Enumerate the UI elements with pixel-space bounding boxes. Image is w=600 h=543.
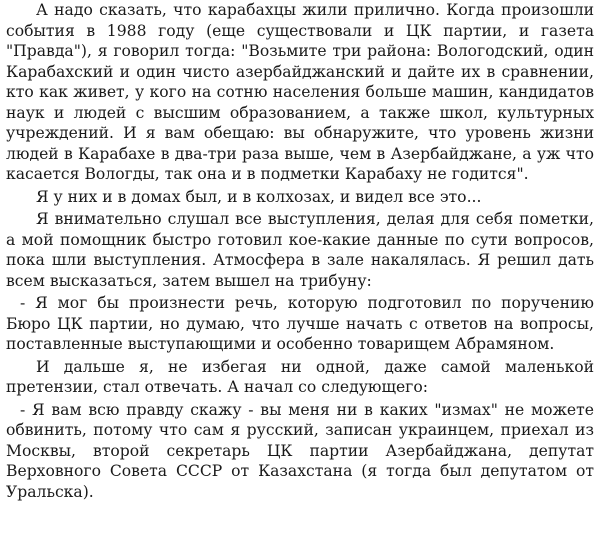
paragraph-karabakh-living-standard: А надо сказать, что карабахцы жили прилично. Когда произошли события в 1988 году (еще существовали и ЦК партии, и газета "Правда"), я говорил тогда: "Возьмите три района: Вологодский, один Карабахский и один чисто азербайджанский и дайте их в сравнении, кто как живет, у кого на сотню населения больше машин, кандидатов наук и людей с высшим образованием, а также школ, культурных учреждений. И я вам обещаю: вы обнаружите, что уровень жизни людей в Карабахе в два-три раза выше, чем в Азербайджане, а уж что касается Вологды, так она и в подметки Карабаху не годится".	[6, 1, 594, 183]
paragraph-listening-speeches: Я внимательно слушал все выступления, делая для себя пометки, а мой помощник быстро готовил кое-какие данные по сути вопросов, пока шли выступления. Атмосфера в зале накалялась. Я решил дать всем высказаться, затем вышел на трибуну:	[6, 210, 594, 290]
paragraph-began-answering: И дальше я, не избегая ни одной, даже самой маленькой претензии, стал отвечать. А начал со следующего:	[6, 357, 594, 396]
paragraph-speech-opening: - Я мог бы произнести речь, которую подготовил по поручению Бюро ЦК партии, но думаю, что лучше начать с ответов на вопросы, поставленные выступающими и особенно товарищем Абрамяном.	[6, 294, 594, 353]
paragraph-speech-truth: - Я вам всю правду скажу - вы меня ни в каких "измах" не можете обвинить, потому что сам я русский, записан украинцем, приехал из Москвы, второй секретарь ЦК партии Азербайджана, депутат Верховного Совета СССР от Казахстана (я тогда был депутатом от Уральска).	[6, 400, 594, 501]
document-page	[6, 0, 594, 504]
paragraph-visited-homes: Я у них и в домах был, и в колхозах, и видел все это...	[36, 187, 482, 206]
